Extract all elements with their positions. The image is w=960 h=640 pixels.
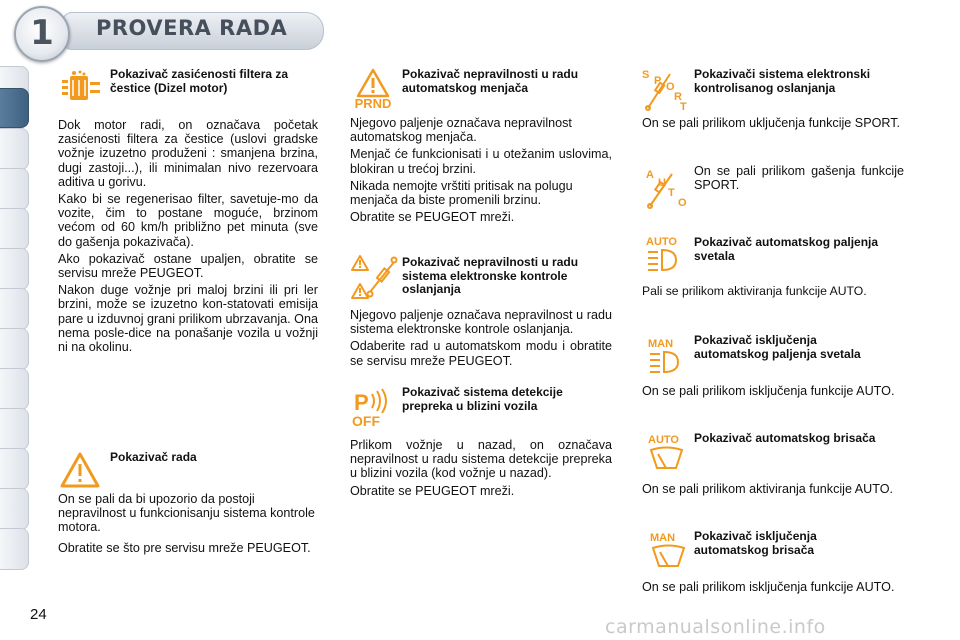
auto-lights-icon-label: AUTO (646, 236, 677, 248)
svg-text:U: U (658, 177, 666, 189)
svg-text:O: O (666, 81, 675, 93)
svg-text:T: T (680, 101, 687, 112)
svg-text:T: T (668, 187, 675, 199)
side-tab[interactable] (0, 208, 29, 250)
paragraph: Nakon duge vožnje pri maloj brzini ili pri ler brzini, može se izuzetno kon-statovati emisija pare u izduvnoj grani prilikom ubrzavanja. Ona nema posle-dice na ponašanje vozila u vožnji ni na okolinu. (58, 283, 318, 355)
page-title: PROVERA RADA (96, 16, 288, 40)
parking-icon-label: OFF (352, 413, 380, 429)
svg-text:P: P (654, 75, 662, 87)
side-tab-active[interactable] (0, 88, 29, 128)
paragraph: Prlikom vožnje u nazad, on označava nepravilnost u radu sistema detekcije prepreka u blizini vozila (kod vožnje u nazad). (350, 438, 612, 481)
paragraph: Njegovo paljenje označava nepravilnost automatskog menjača. (350, 116, 572, 145)
manual-lights-icon (648, 338, 688, 379)
chapter-number: 1 (14, 6, 70, 62)
service-text (58, 492, 318, 558)
side-tab[interactable] (0, 528, 29, 570)
auto-wiper-icon (648, 434, 688, 475)
manual-wiper-icon-label: MAN (650, 532, 676, 544)
paragraph: Dok motor radi, on označava početak zasićenosti filtera za čestice (uslovi gradske vožnje izuzetno produženi : smanjena brzina, dugi zastoji...), ili minimalan nivo rezervoara aditiva u gorivu. (58, 118, 318, 189)
page-header (0, 0, 960, 52)
paragraph: Obratite se što pre servisu mreže PEUGEOT. (58, 540, 311, 555)
page-number: 24 (30, 606, 47, 623)
side-tab[interactable] (0, 248, 29, 290)
manual-lights-icon-label: MAN (648, 338, 674, 350)
diesel-filter-title: Pokazivač zasićenosti filtera za čestice (Dizel motor) (110, 67, 289, 95)
paragraph: Obratite se PEUGEOT mreži. (350, 483, 515, 498)
paragraph: Njegovo paljenje označava nepravilnost u radu sistema elektronske kontrole oslanjanja. (350, 308, 612, 337)
gearbox-icon-label: PRND (354, 96, 392, 111)
side-tab[interactable] (0, 328, 29, 370)
paragraph: Nikada nemojte vrštiti pritisak na polugu menjača da biste promenili brzinu. (350, 178, 573, 208)
svg-text:A: A (646, 169, 654, 181)
suspension-sport-off-text: On se pali prilikom gašenja funkcije SPORT. (694, 164, 904, 193)
suspension-auto-icon (644, 168, 688, 215)
auto-lights-icon (646, 236, 686, 277)
gearbox-text (350, 116, 612, 227)
paragraph: Kako bi se regenerisao filter, savetuje-mo da vozite, čim to postane moguće, brzinom većom od 60 km/h približno pet minuta (sve do gašenja pokazivača). (58, 192, 318, 249)
manual-wiper-text: On se pali prilikom isključenja funkcije AUTO. (642, 580, 895, 594)
service-title: Pokazivač rada (110, 450, 197, 464)
side-tab[interactable] (0, 408, 29, 450)
side-tab[interactable] (0, 128, 29, 170)
side-tab[interactable] (0, 168, 29, 210)
diesel-filter-text (58, 118, 318, 357)
auto-lights-text: Pali se prilikom aktiviranja funkcije AUTO. (642, 284, 867, 298)
paragraph: Obratite se PEUGEOT mreži. (350, 210, 515, 225)
suspension-fault-title: Pokazivač nepravilnosti u radu sistema elektronske kontrole oslanjanja (402, 255, 579, 296)
paragraph: Odaberite rad u automatskom modu i obratite se servisu mreže PEUGEOT. (350, 339, 612, 368)
paragraph: On se pali da bi upozorio da postoji nepravilnost u funkcionisanju sistema kontrole motora. (58, 492, 315, 535)
watermark: carmanualsonline.info (605, 616, 826, 638)
auto-lights-title: Pokazivač automatskog paljenja svetala (694, 235, 879, 263)
gearbox-title: Pokazivač nepravilnosti u radu automatskog menjača (402, 67, 579, 95)
side-tab[interactable] (0, 488, 29, 530)
particle-filter-icon (60, 70, 104, 111)
warning-triangle-icon (60, 452, 100, 493)
auto-wiper-icon-label: AUTO (648, 434, 679, 446)
manual-lights-title: Pokazivač isključenja automatskog paljenja svetala (694, 333, 861, 361)
side-tab[interactable] (0, 448, 29, 490)
auto-wiper-text: On se pali prilikom aktiviranja funkcije AUTO. (642, 482, 894, 496)
svg-text:O: O (678, 197, 687, 209)
parking-title: Pokazivač sistema detekcije prepreka u blizini vozila (402, 385, 563, 413)
side-tab[interactable] (0, 368, 29, 410)
side-tab[interactable] (0, 288, 29, 330)
auto-wiper-title: Pokazivač automatskog brisača (694, 431, 876, 445)
paragraph: Menjač će funkcionisati i u otežanim uslovima, blokiran u trećoj brzini. (350, 147, 612, 176)
suspension-sport-icon (640, 68, 688, 117)
suspension-fault-icon (350, 252, 398, 309)
svg-text:R: R (674, 91, 682, 103)
parking-text (350, 438, 612, 501)
manual-wiper-icon (650, 532, 690, 573)
suspension-sport-title: Pokazivači sistema elektronski kontrolisanog oslanjanja (694, 67, 871, 95)
paragraph: Ako pokazivač ostane upaljen, obratite se servisu mreže PEUGEOT. (58, 251, 318, 281)
gearbox-warning-icon (350, 68, 396, 117)
svg-text:P: P (354, 390, 369, 414)
chapter-side-tabs (0, 66, 30, 586)
manual-lights-text: On se pali prilikom isključenja funkcije AUTO. (642, 384, 895, 398)
suspension-fault-text (350, 308, 612, 371)
suspension-sport-on-text: On se pali prilikom uključenja funkcije SPORT. (642, 116, 901, 130)
svg-text:S: S (642, 69, 650, 81)
manual-wiper-title: Pokazivač isključenja automatskog brisača (694, 529, 817, 557)
parking-sensor-icon (352, 388, 392, 429)
